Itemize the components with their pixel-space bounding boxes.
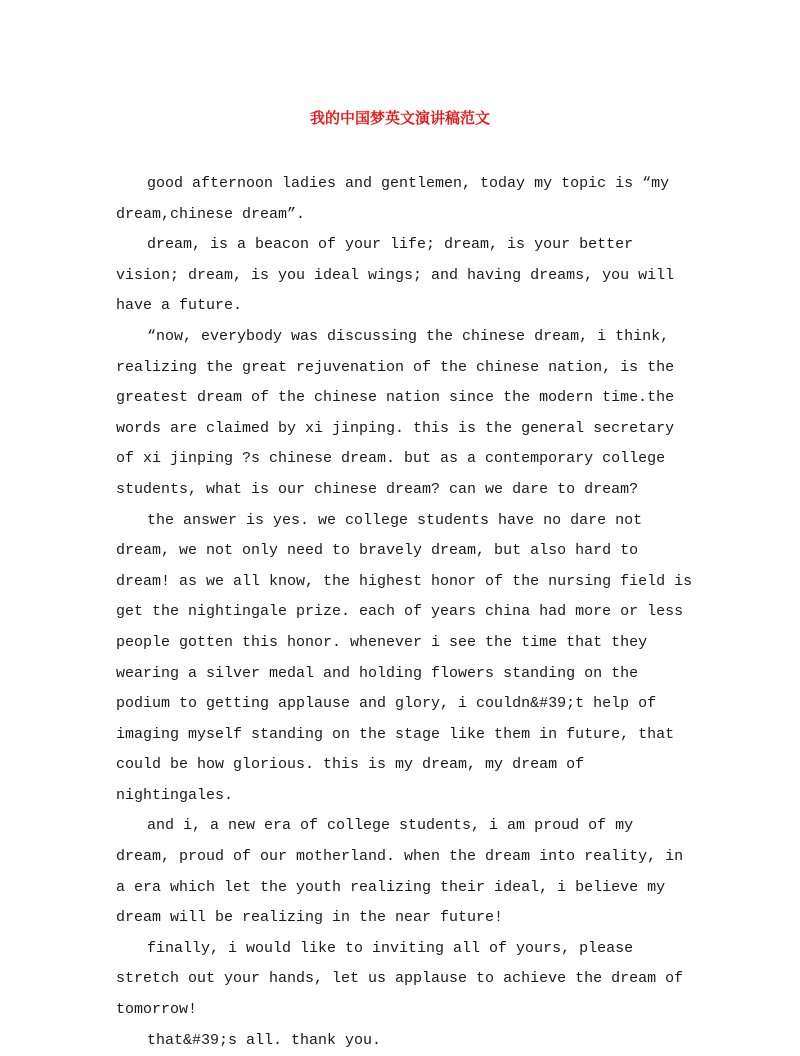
paragraph-dream-definition: dream, is a beacon of your life; dream, is your better vision; dream, is you ideal wings; and having dreams, you will have a future. xyxy=(116,236,675,315)
paragraph-greeting: good afternoon ladies and gentlemen, today my topic is “my dream,chinese dream”. xyxy=(116,175,670,223)
document-body xyxy=(116,169,696,1056)
paragraph-chinese-dream: “now, everybody was discussing the chinese dream, i think, realizing the great rejuvenation of the chinese nation, is the greatest dream of the chinese nation since the modern time.the words are claimed by xi jinping. this is the general secretary of xi jinping ?s chinese dream. but as a contemporary college students, what is our chinese dream? can we dare to dream? xyxy=(116,327,675,498)
document-title: 我的中国梦英文演讲稿范文 xyxy=(309,109,490,127)
paragraph-closing: finally, i would like to inviting all of yours, please stretch out your hands, let us applause to achieve the dream of tomorrow! xyxy=(116,939,684,1019)
paragraph-pride: and i, a new era of college students, i am proud of my dream, proud of our motherland. when the dream into reality, in a era which let the youth realizing their ideal, i believe my dream will be realizing in the near future! xyxy=(116,817,684,927)
paragraph-thanks: that&#39;s all. thank you. xyxy=(147,1031,382,1049)
paragraph-nightingale: the answer is yes. we college students have no dare not dream, we not only need to bravely dream, but also hard to dream! as we all know, the highest honor of the nursing field is get the nightingale prize. each of years china had more or less people gotten this honor. whenever i see the time that they wearing a silver medal and holding flowers standing on the podium to getting applause and glory, i couldn&#39;t help of imaging myself standing on the stage like them in future, that could be how glorious. this is my dream, my dream of nightingales. xyxy=(116,511,693,804)
